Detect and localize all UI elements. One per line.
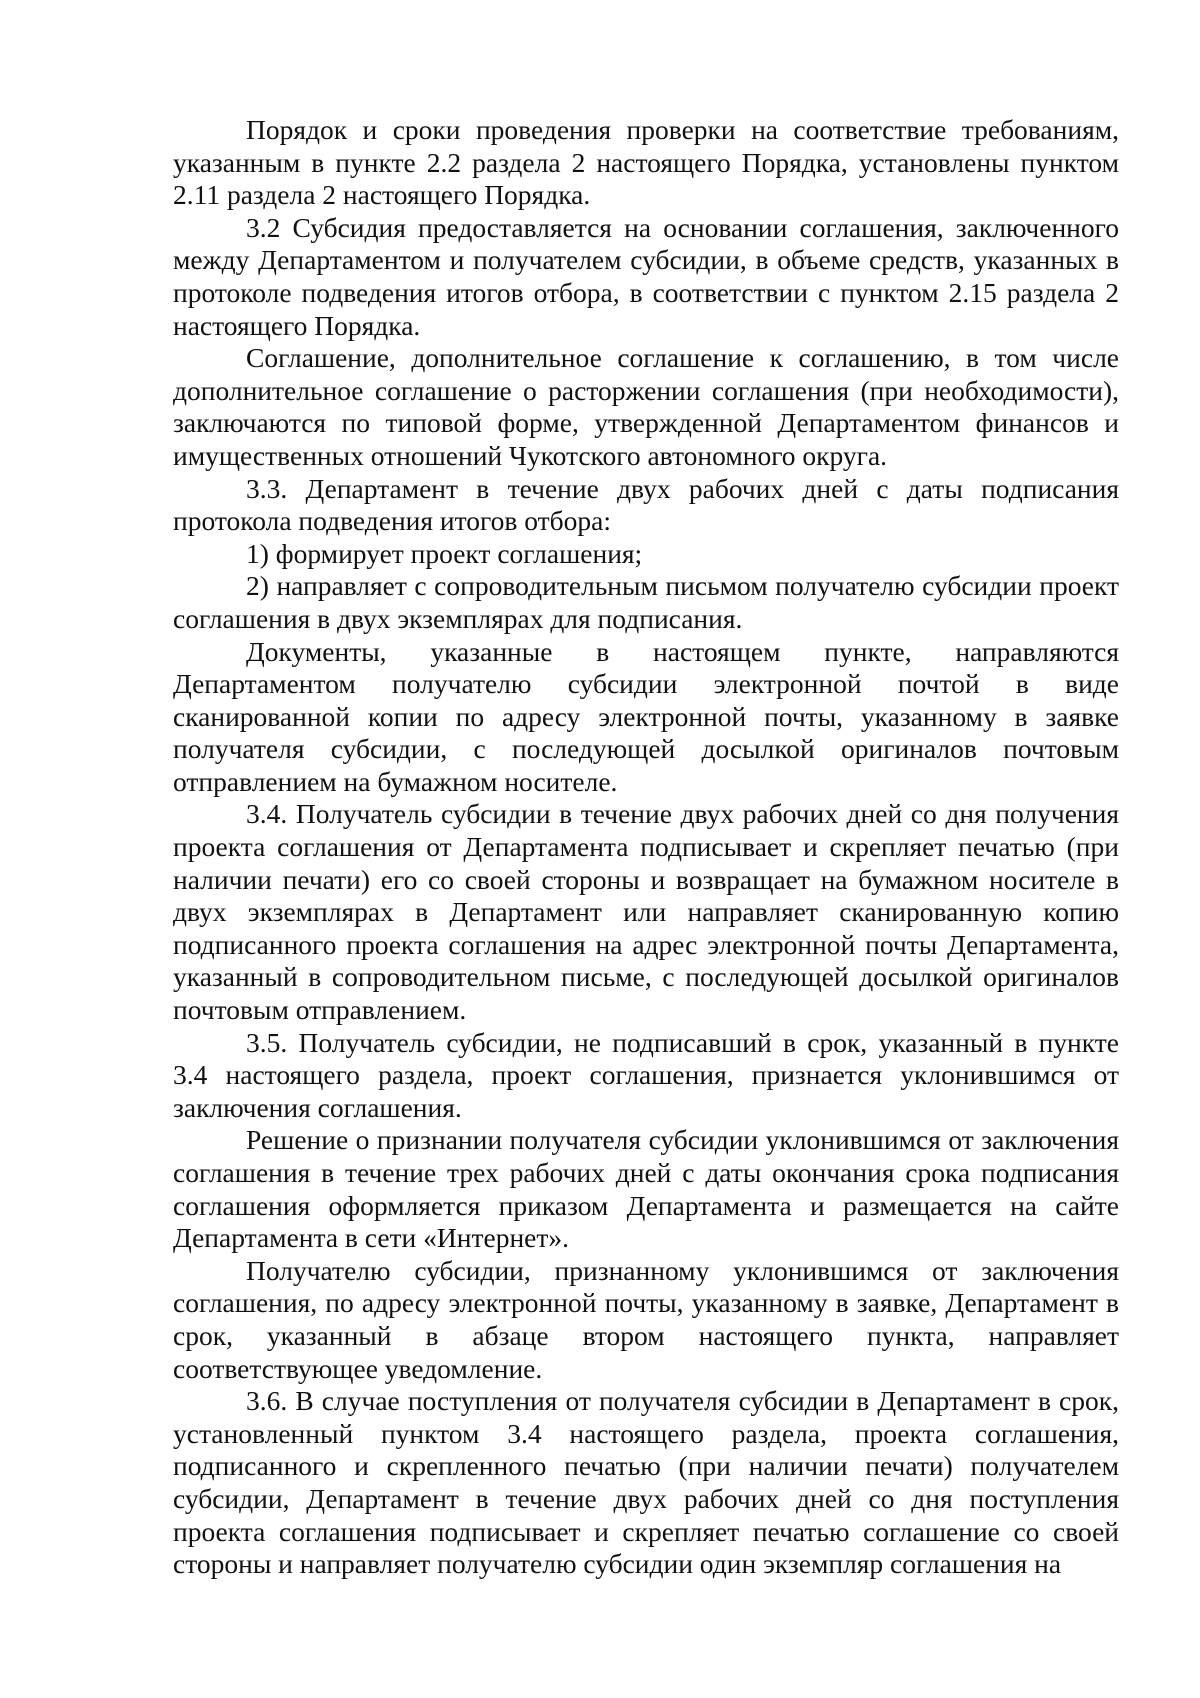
paragraph-agreement-form: Соглашение, дополнительное соглашение к соглашению, в том числе дополнительное соглашение о расторжении соглашения (при необходимости), заключаются по типовой форме, утвержденной Департаментом финансов и имущественных отношений Чукотского автономного округа. bbox=[173, 342, 1119, 471]
paragraph-3-3: 3.3. Департамент в течение двух рабочих дней с даты подписания протокола подведения итогов отбора: bbox=[173, 472, 1119, 537]
paragraph-3-4: 3.4. Получатель субсидии в течение двух рабочих дней со дня получения проекта соглашения от Департамента подписывает и скрепляет печатью (при наличии печати) его со своей стороны и возвращает на бумажном носителе в двух экземплярах в Департамент или направляет сканированную копию подписанного проекта соглашения на адрес электронной почты Департамента, указанный в сопроводительном письме, с последующей досылкой оригиналов почтовым отправлением. bbox=[173, 798, 1119, 1026]
paragraph-decision: Решение о признании получателя субсидии уклонившимся от заключения соглашения в течение трех рабочих дней с даты окончания срока подписания соглашения оформляется приказом Департамента и размещается на сайте Департамента в сети «Интернет». bbox=[173, 1124, 1119, 1254]
paragraph-3-5: 3.5. Получатель субсидии, не подписавший в срок, указанный в пункте 3.4 настоящего раздела, проект соглашения, признается уклонившимся от заключения соглашения. bbox=[173, 1026, 1119, 1123]
paragraph-3-6: 3.6. В случае поступления от получателя субсидии в Департамент в срок, установленный пунктом 3.4 настоящего раздела, проекта соглашения, подписанного и скрепленного печатью (при наличии печати) получателем субсидии, Департамент в течение двух рабочих дней со дня поступления проекта соглашения подписывает и скрепляет печатью соглашение со своей стороны и направляет получателю субсидии один экземпляр соглашения на bbox=[173, 1385, 1119, 1580]
paragraph-documents-sent: Документы, указанные в настоящем пункте, направляются Департаментом получателю субсидии электронной почтой в виде сканированной копии по адресу электронной почты, указанному в заявке получателя субсидии, с последующей досылкой оригиналов почтовым отправлением на бумажном носителе. bbox=[173, 635, 1119, 797]
paragraph-3-2: 3.2 Субсидия предоставляется на основании соглашения, заключенного между Департаментом и получателем субсидии, в объеме средств, указанных в протоколе подведения итогов отбора, в соответствии с пунктом 2.15 раздела 2 настоящего Порядка. bbox=[173, 211, 1119, 341]
paragraph-verification-procedure: Порядок и сроки проведения проверки на соответствие требованиям, указанным в пункте 2.2 раздела 2 настоящего Порядка, установлены пунктом 2.11 раздела 2 настоящего Порядка. bbox=[173, 114, 1119, 211]
paragraph-notification: Получателю субсидии, признанному уклонившимся от заключения соглашения, по адресу электронной почты, указанному в заявке, Департамент в срок, указанный в абзаце втором настоящего пункта, направляет соответствующее уведомление. bbox=[173, 1254, 1119, 1384]
document-body bbox=[173, 114, 1119, 1581]
list-item-1: 1) формирует проект соглашения; bbox=[246, 537, 643, 569]
list-item-2: 2) направляет с сопроводительным письмом получателю субсидии проект соглашения в двух экземплярах для подписания. bbox=[173, 570, 1119, 634]
